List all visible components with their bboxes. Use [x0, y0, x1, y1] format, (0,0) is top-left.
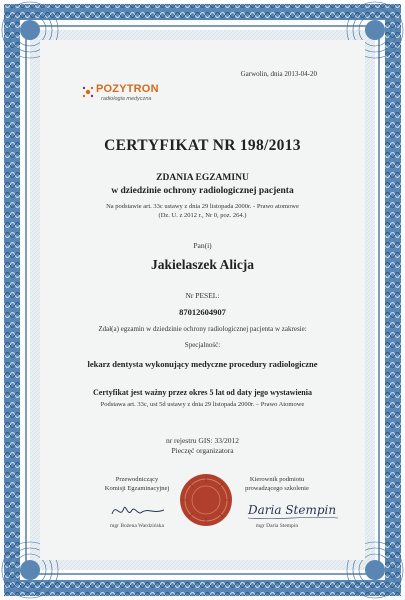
right-role-line1: Kierownik podmiotu — [249, 476, 305, 483]
specialty-label: Specjalność: — [184, 341, 221, 349]
certificate-title: CERTYFIKAT NR 198/2013 — [104, 137, 301, 154]
organization-logo — [82, 83, 182, 107]
logo-name: POZYTRON — [96, 83, 159, 95]
subtitle-field: w dziedzinie ochrony radiologicznej pacjenta — [111, 186, 294, 196]
right-signatory-name: mgr Daria Stempin — [255, 523, 299, 529]
left-signatory-role — [82, 476, 192, 494]
pesel-number: 87012604907 — [179, 307, 226, 317]
specialty-value: lekarz dentysta wykonujący medyczne procedury radiologiczne — [87, 359, 318, 369]
registry-number: nr rejestru GIS: 33/2012 — [165, 436, 240, 445]
subtitle-exam: ZDANIA EGZAMINU — [156, 173, 249, 183]
svg-text:Daria Stempin: Daria Stempin — [248, 503, 337, 517]
stamp-label: Pieczęć organizatora — [171, 446, 234, 455]
right-signatory-role — [222, 476, 332, 494]
left-signatory-name: mgr Bożena Wardzińska — [110, 523, 164, 529]
pesel-label: Nr PESEL: — [185, 291, 220, 300]
salutation: Pan(i) — [193, 241, 212, 250]
legal-basis-line2: (Dz. U. z 2012 r., Nr 0, poz. 264.) — [158, 212, 247, 219]
passed-exam-text: Zdał(a) egzamin w dziedzinie ochrony radiologicznej pacjenta w zakresie: — [98, 325, 307, 333]
left-role-line1: Przewodniczący — [115, 476, 159, 483]
issue-date: Garwolin, dnia 2013-04-20 — [240, 70, 317, 78]
right-handwritten-signature — [246, 498, 342, 522]
left-role-line2: Komisji Egzaminacyjnej — [104, 484, 170, 492]
recipient-name: Jakielaszek Alicja — [150, 257, 255, 272]
logo-subtitle: radiologia medyczna — [101, 96, 152, 102]
left-handwritten-signature — [108, 500, 168, 522]
logo-mark-icon — [82, 86, 94, 98]
validity-basis: Podstawa art. 33c, ust 5d ustawy z dnia 29 listopada 2000r. – Prawo Atomowe — [100, 401, 305, 408]
right-role-line2: prowadzącego szkolenie — [245, 484, 309, 492]
validity-statement: Certyfikat jest ważny przez okres 5 lat od daty jego wystawienia — [93, 388, 312, 397]
legal-basis-line1: Na podstawie art. 33c ustawy z dnia 29 listopada 2000r. - Prawo atomowe — [106, 203, 299, 210]
